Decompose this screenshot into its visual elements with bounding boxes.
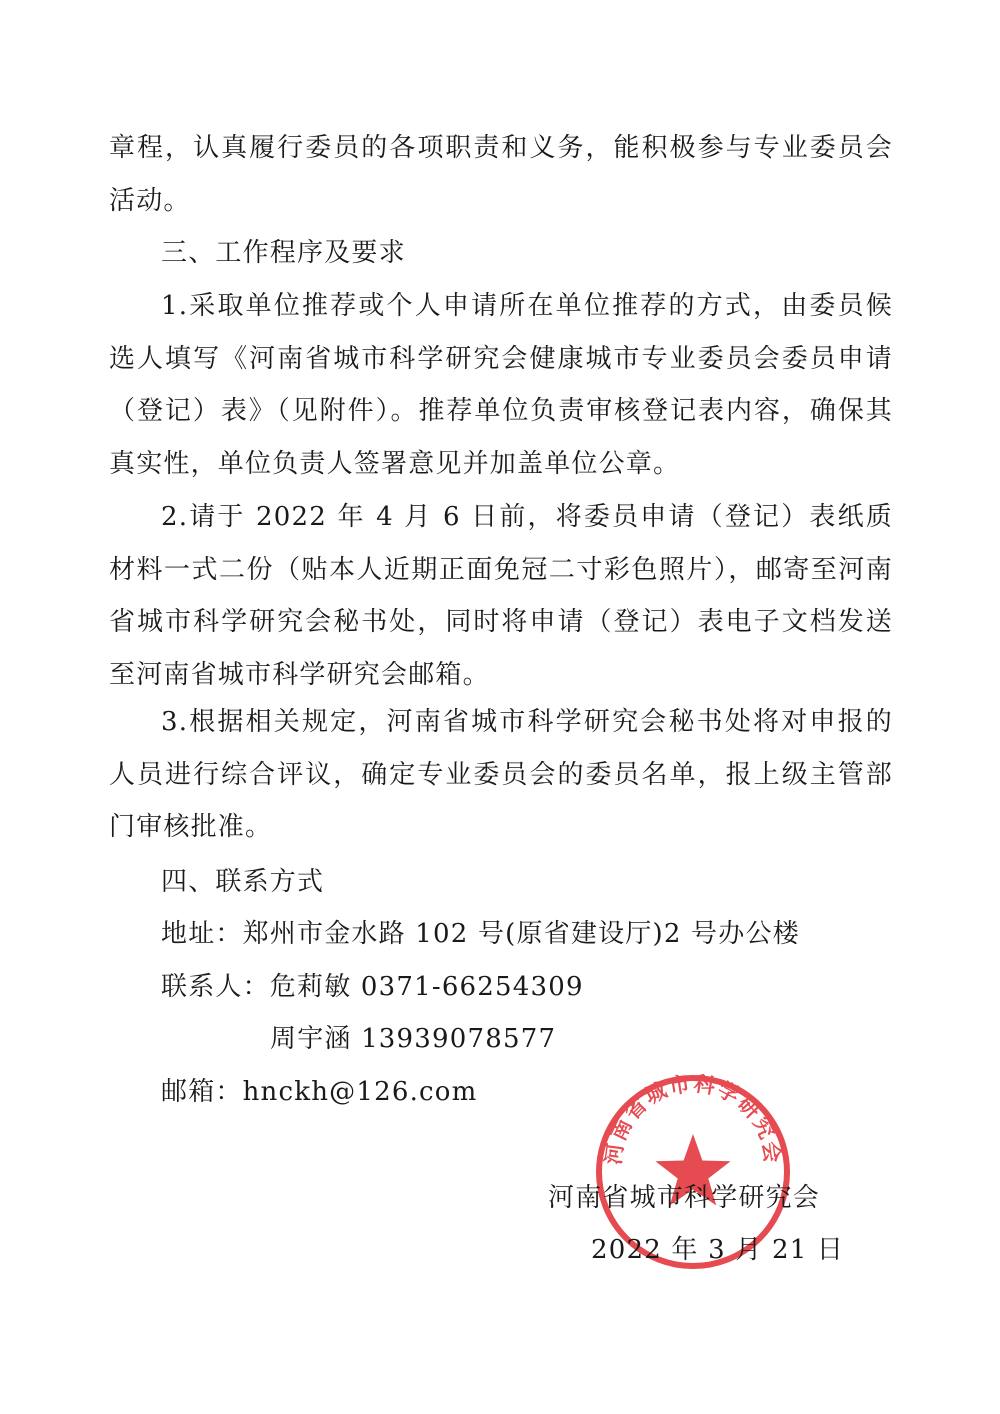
paragraph-procedure-2: 2.请于 2022 年 4 月 6 日前，将委员申请（登记）表纸质材料一式二份（贴本人近期正面免冠二寸彩色照片），邮寄至河南省城市科学研究会秘书处，同时将申请（登记）表电子文档发送至河南省城市科学研究会邮箱。 xyxy=(109,502,893,691)
signature-organization: 河南省城市科学研究会 xyxy=(548,1183,821,1213)
contact-email: 邮箱：hnckh@126.com xyxy=(161,1077,478,1107)
paragraph-continuation: 章程，认真履行委员的各项职责和义务，能积极参与专业委员会活动。 xyxy=(109,133,893,216)
contact-person-2: 周宇涵 13939078577 xyxy=(270,1024,557,1054)
signature-date: 2022 年 3 月 21 日 xyxy=(591,1235,845,1265)
paragraph-procedure-1: 1.采取单位推荐或个人申请所在单位推荐的方式，由委员候选人填写《河南省城市科学研究会健康城市专业委员会委员申请（登记）表》（见附件）。推荐单位负责审核登记表内容，确保其真实性，单位负责人签署意见并加盖单位公章。 xyxy=(109,291,893,480)
section-heading-procedure: 三、工作程序及要求 xyxy=(161,238,406,268)
section-heading-contact: 四、联系方式 xyxy=(161,867,325,897)
contact-address: 地址：郑州市金水路 102 号(原省建设厅)2 号办公楼 xyxy=(161,919,800,949)
paragraph-procedure-3: 3.根据相关规定，河南省城市科学研究会秘书处将对申报的人员进行综合评议，确定专业委员会的委员名单，报上级主管部门审核批准。 xyxy=(109,707,893,843)
contact-person-1: 联系人：危莉敏 0371-66254309 xyxy=(161,972,584,1002)
svg-text:河南省城市科学研究会: 河南省城市科学研究会 xyxy=(600,1072,786,1166)
